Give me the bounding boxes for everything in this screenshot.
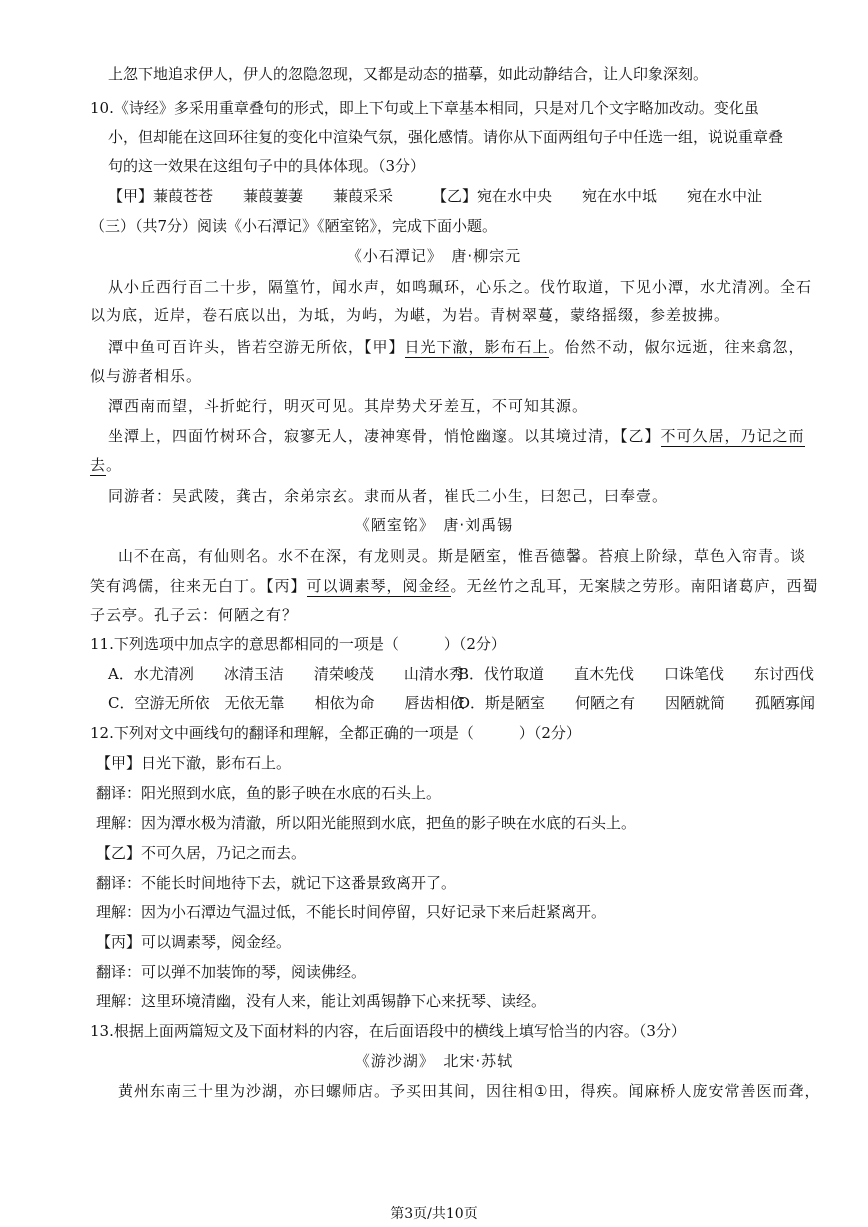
passage-line: 以为底，近岸，卷石底以出，为坻，为屿，为嵁，为岩。青树翠蔓，蒙络摇缀，参差披拂。 [90,306,731,324]
text-segment: 潭中鱼可百许头，皆若空游无所依，【甲】 [108,338,405,356]
passage-line: 同游者：吴武陵，龚古，余弟宗玄。隶而从者，崔氏二小生，曰恕己，曰奉壹。 [108,487,669,505]
question-12: 12.下列对文中画线句的翻译和理解，全都正确的一项是（ ）（2分） [90,724,581,742]
underlined-sentence: 去 [90,456,107,474]
passage-line [108,337,805,357]
option-b: B．伐竹取道 直木先伐 口诛笔伐 东讨西伐 [458,665,815,683]
analysis-line: 理解：因为潭水极为清澈，所以阳光能照到水底，把鱼的影子映在水底的石头上。 [96,814,637,832]
passage-line: 黄州东南三十里为沙湖，亦曰螺师店。予买田其间，因往相①田，得疾。闻麻桥人庞安常善医而聋， [118,1082,821,1100]
passage-line: 子云亭。孔子云：何陋之有？ [90,606,299,624]
page-number: 第3页/共10页 [390,1206,478,1222]
analysis-line: 【乙】不可久居，乃记之而去。 [96,844,307,862]
question-13: 13.根据上面两篇短文及下面材料的内容，在后面语段中的横线上填写恰当的内容。（3分） [90,1022,686,1040]
analysis-line: 理解：这里环境清幽，没有人来，能让刘禹锡静下心来抚琴、读经。 [96,992,547,1010]
text-segment: 笑有鸿儒，往来无白丁。【丙】 [90,577,307,595]
analysis-line: 翻译：阳光照到水底，鱼的影子映在水底的石头上。 [96,784,442,802]
analysis-line: 翻译：不能长时间地待下去，就记下这番景致离开了。 [96,874,457,892]
underlined-sentence: 不可久居，乃记之而 [660,427,805,445]
underlined-sentence: 日光下澈，影布石上 [404,338,549,356]
passage-line [108,426,805,446]
passage-title: 《陋室铭》 唐·刘禹锡 [354,516,514,534]
text-segment: 。 [106,456,123,474]
passage-line: 从小丘西行百二十步，隔篁竹，闻水声，如鸣珮环，心乐之。伐竹取道，下见小潭，水尤清冽。全石 [108,278,813,296]
text-line: 句的这一效果在这组句子中的具体体现。（3分） [108,157,426,175]
text-segment: 。无丝竹之乱耳，无案牍之劳形。南阳诸葛庐，西蜀 [450,577,819,595]
underlined-sentence: 可以调素琴，阅金经 [306,577,451,595]
analysis-line: 理解：因为小石潭边气温过低，不能长时间停留，只好记录下来后赶紧离开。 [96,903,607,921]
passage-line: 似与游者相乐。 [90,367,203,385]
group-jia: 【甲】蒹葭苍苍 蒹葭萋萋 蒹葭采采 [108,187,394,205]
passage-title: 《游沙湖》 北宋·苏轼 [354,1052,514,1070]
text-segment: 坐潭上，四面竹树环合，寂寥无人，凄神寒骨，悄怆幽邃。以其境过清，【乙】 [108,427,661,445]
question-11: 11.下列选项中加点字的意思都相同的一项是（ ）（2分） [90,635,506,653]
analysis-line: 翻译：可以弹不加装饰的琴，阅读佛经。 [96,963,367,981]
text-line: 上忽下地追求伊人，伊人的忽隐忽现，又都是动态的描摹，如此动静结合，让人印象深刻。 [108,65,709,83]
passage-line: 潭西南而望，斗折蛇行，明灭可见。其岸势犬牙差互，不可知其源。 [108,397,589,415]
section-heading: （三）（共7分）阅读《小石潭记》《陋室铭》，完成下面小题。 [90,217,498,235]
analysis-line: 【甲】日光下澈，影布石上。 [96,754,292,772]
analysis-line: 【丙】可以调素琴，阅金经。 [96,933,292,951]
passage-title: 《小石潭记》 唐·柳宗元 [346,247,522,265]
text-segment: 。佁然不动，俶尔远逝，往来翕忽， [548,338,805,356]
option-d: D．斯是陋室 何陋之有 因陋就简 孤陋寡闻 [458,694,816,712]
option-c: C．空游无所依 无依无靠 相依为命 唇齿相依 [108,694,465,712]
passage-line [90,576,819,596]
group-yi: 【乙】宛在水中央 宛在水中坻 宛在水中沚 [432,187,763,205]
question-10: 10.《诗经》多采用重章叠句的形式，即上下句或上下章基本相同，只是对几个文字略加改动。变化虽 [90,99,759,117]
option-a: A．水尤清冽 冰清玉洁 清荣峻茂 山清水秀 [108,665,464,683]
passage-line: 山不在高，有仙则名。水不在深，有龙则灵。斯是陋室，惟吾德馨。苔痕上阶绿，草色入帘青。谈 [118,547,807,565]
passage-line [90,455,122,475]
text-line: 小，但却能在这回环往复的变化中渲染气氛，强化感情。请你从下面两组句子中任选一组，说说重章叠 [108,128,784,146]
